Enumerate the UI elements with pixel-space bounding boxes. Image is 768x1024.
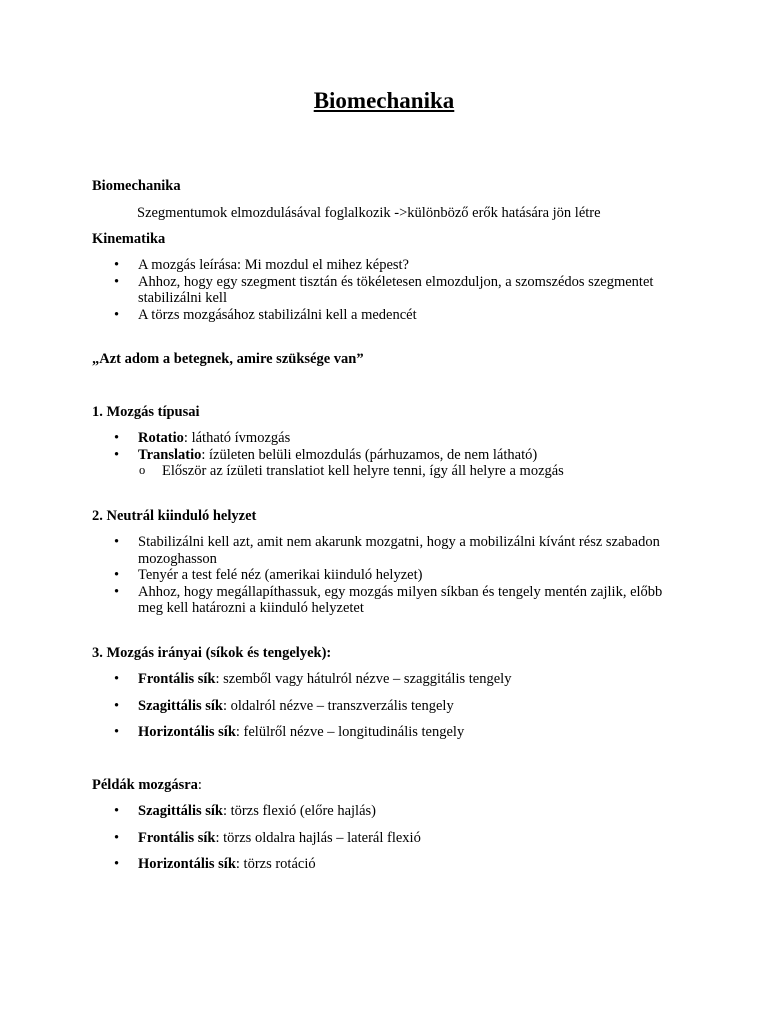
kinematika-list bbox=[112, 257, 672, 323]
description: : törzs oldalra hajlás – laterál flexió bbox=[215, 829, 421, 846]
list-item bbox=[112, 830, 672, 847]
description: : ízületen belüli elmozdulás (párhuzamos, de nem látható) bbox=[201, 446, 538, 463]
term: Frontális sík bbox=[138, 671, 216, 687]
list-item bbox=[112, 724, 672, 741]
list-item: • Ahhoz, hogy egy szegment tisztán és tökéletesen elmozduljon, a szomszédos szegmentet stabilizálni kell bbox=[112, 274, 672, 307]
term: Szagittális sík bbox=[138, 803, 223, 819]
document-title: Biomechanika bbox=[313, 88, 455, 113]
section-heading-neutral-helyzet: 2. Neutrál kiinduló helyzet bbox=[92, 508, 257, 524]
list-item: • Tenyér a test felé néz (amerikai kiinduló helyzet) bbox=[112, 567, 672, 584]
list-item bbox=[112, 671, 672, 688]
list-item: • Ahhoz, hogy megállapíthassuk, egy mozgás milyen síkban és tengely mentén zajlik, előbb meg kell határozni a kiinduló helyzetet bbox=[112, 584, 672, 617]
mozgas-iranyai-list bbox=[112, 671, 672, 751]
list-item bbox=[112, 430, 672, 447]
section-heading-biomechanika: Biomechanika bbox=[92, 178, 181, 194]
list-item bbox=[112, 447, 672, 480]
section-heading-peldak bbox=[92, 777, 672, 794]
section-heading-kinematika: Kinematika bbox=[92, 231, 166, 247]
list-item bbox=[112, 856, 672, 873]
quote: „Azt adom a betegnek, amire szüksége van” bbox=[92, 351, 364, 367]
term: Rotatio bbox=[138, 430, 184, 446]
list-item: • Stabilizálni kell azt, amit nem akarunk mozgatni, hogy a mobilizálni kívánt rész szabadon mozoghasson bbox=[112, 534, 672, 567]
neutral-helyzet-list bbox=[112, 534, 672, 617]
description: : törzs flexió (előre hajlás) bbox=[223, 803, 376, 819]
term: Horizontális sík bbox=[138, 724, 236, 740]
list-item: • A törzs mozgásához stabilizálni kell a medencét bbox=[112, 307, 672, 324]
biomechanika-definition: Szegmentumok elmozdulásával foglalkozik ->különböző erők hatására jön létre bbox=[137, 205, 601, 221]
mozgas-tipusai-list bbox=[112, 430, 672, 480]
list-item: • A mozgás leírása: Mi mozdul el mihez képest? bbox=[112, 257, 672, 274]
description: : törzs rotáció bbox=[235, 856, 316, 872]
section-heading-mozgas-tipusai: 1. Mozgás típusai bbox=[92, 404, 200, 420]
description: : látható ívmozgás bbox=[183, 430, 291, 446]
list-item bbox=[112, 803, 672, 820]
term: Horizontális sík bbox=[138, 856, 236, 872]
sub-list-item: o Először az ízületi translatiot kell helyre tenni, így áll helyre a mozgás bbox=[139, 463, 673, 480]
description: : felülről nézve – longitudinális tengely bbox=[235, 724, 465, 740]
term: Frontális sík bbox=[138, 829, 216, 846]
list-item bbox=[112, 698, 672, 715]
section-heading-mozgas-iranyai: 3. Mozgás irányai (síkok és tengelyek): bbox=[92, 645, 332, 661]
peldak-list bbox=[112, 803, 672, 883]
heading-text: Példák mozgásra bbox=[92, 777, 198, 793]
term: Szagittális sík bbox=[138, 697, 223, 714]
heading-colon: : bbox=[197, 777, 202, 793]
term: Translatio bbox=[138, 446, 202, 463]
description: : oldalról nézve – transzverzális tengely bbox=[223, 697, 454, 714]
sub-list bbox=[139, 463, 673, 480]
description: : szemből vagy hátulról nézve – szaggitális tengely bbox=[215, 671, 512, 687]
